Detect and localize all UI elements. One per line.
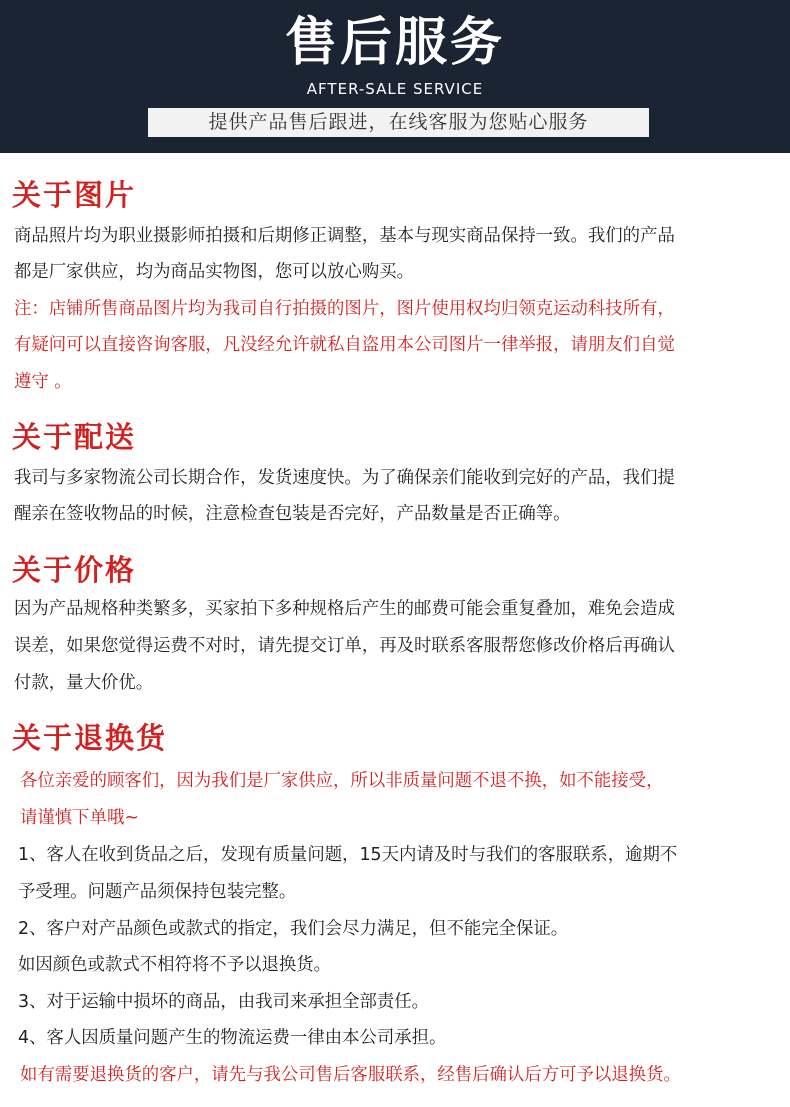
delivery-text-line: 醒亲在签收物品的时候，注意检查包装是否完好，产品数量是否正确等。 <box>14 504 571 524</box>
picture-notice-line: 遵守 。 <box>14 372 72 392</box>
tagline-bar: 提供产品售后跟进，在线客服为您贴心服务 <box>148 108 649 137</box>
picture-text-line: 都是厂家供应，均为商品实物图，您可以放心购买。 <box>14 262 414 282</box>
returns-intro-line: 请谨慎下单哦~ <box>20 808 139 828</box>
returns-rule-line: 1、客人在收到货品之后，发现有质量问题，15天内请及时与我们的客服联系，逾期不 <box>18 845 678 865</box>
returns-rule-line: 如因颜色或款式不相符将不予以退换货。 <box>18 955 332 975</box>
page-subtitle: AFTER-SALE SERVICE <box>306 80 484 98</box>
picture-notice-line: 有疑问可以直接咨询客服，凡没经允许就私自盗用本公司图片一律举报，请朋友们自觉 <box>14 335 675 355</box>
price-text-line: 误差，如果您觉得运费不对时，请先提交订单，再及时联系客服帮您修改价格后再确认 <box>14 636 675 656</box>
returns-rule-line: 予受理。问题产品须保持包装完整。 <box>18 882 297 902</box>
returns-intro-line: 各位亲爱的顾客们，因为我们是厂家供应，所以非质量问题不退不换，如不能接受， <box>20 771 664 791</box>
header-banner <box>0 0 790 153</box>
picture-text-line: 商品照片均为职业摄影师拍摄和后期修正调整，基本与现实商品保持一致。我们的产品 <box>14 226 675 246</box>
price-text-line: 付款，量大价优。 <box>14 673 154 693</box>
returns-rule-line: 4、客人因质量问题产生的物流运费一律由本公司承担。 <box>18 1028 447 1048</box>
returns-closing-line: 如有需要退换货的客户，请先与我公司售后客服联系，经售后确认后方可予以退换货。 <box>20 1065 681 1085</box>
page-title: 售后服务 <box>284 13 505 73</box>
picture-notice-line: 注：店铺所售商品图片均为我司自行拍摄的图片，图片使用权均归领克运动科技所有， <box>14 299 675 319</box>
section-heading-returns: 关于退换货 <box>12 721 168 755</box>
returns-rule-line: 3、对于运输中损坏的商品，由我司来承担全部责任。 <box>18 992 430 1012</box>
section-heading-picture: 关于图片 <box>12 178 137 212</box>
returns-rule-line: 2、客户对产品颜色或款式的指定，我们会尽力满足，但不能完全保证。 <box>18 919 569 939</box>
section-heading-price: 关于价格 <box>12 553 137 587</box>
section-heading-delivery: 关于配送 <box>12 420 137 454</box>
price-text-line: 因为产品规格种类繁多，买家拍下多种规格后产生的邮费可能会重复叠加，难免会造成 <box>14 599 675 619</box>
delivery-text-line: 我司与多家物流公司长期合作，发货速度快。为了确保亲们能收到完好的产品，我们提 <box>14 468 675 488</box>
